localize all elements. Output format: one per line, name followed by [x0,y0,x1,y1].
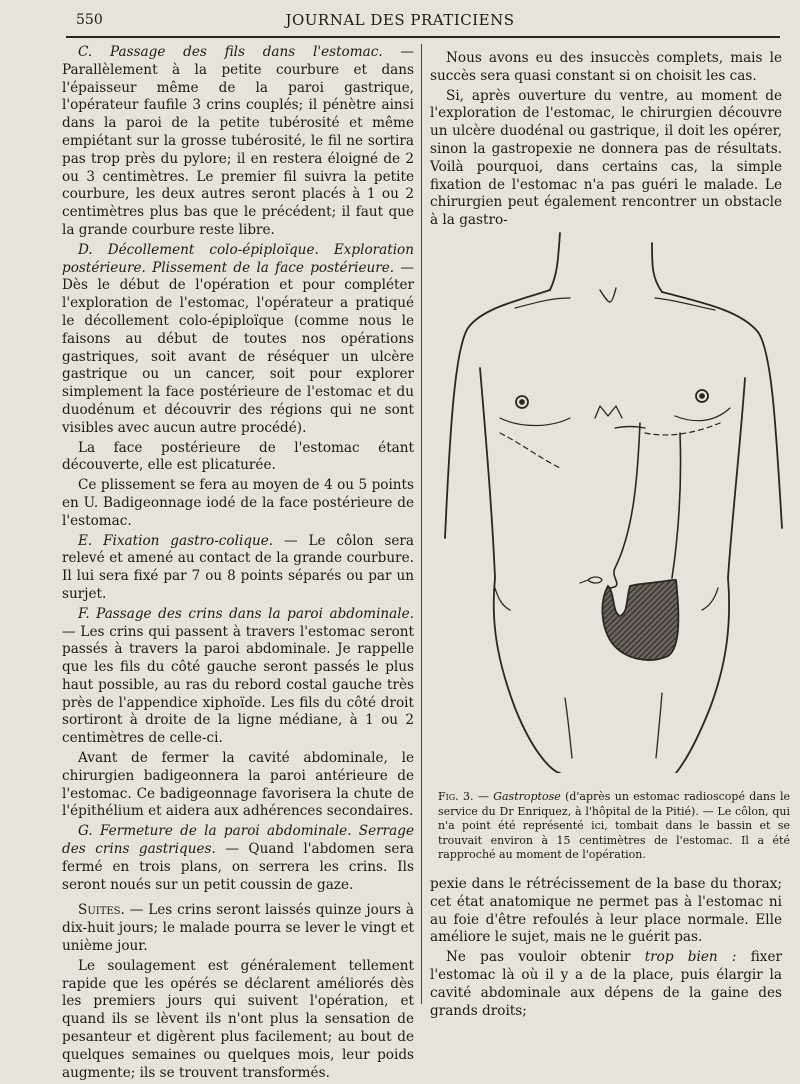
paragraph-e [62,533,414,604]
sternal-notch [600,288,616,302]
right-flank-line [702,588,718,610]
trop-bien-rest: fixer l'estomac là où il y a de la place, puis élargir la cavité abdominale aux dépens de la gaine des grands droits; [430,949,783,1019]
section-body-d: — Dès le début de l'opération et pour compléter l'exploration de l'estomac, l'opérateur a pratiqué le décollement colo-épiploïque (comme nous le faisons au début de toutes nos opérations gastriques, soit avant de réséquer un ulcère gastrique ou un cancer, soit pour explorer simplement la face postérieure de l'estomac et du duodénum et découvrir des régions qui ne sont visibles avec aucun autre procédé). [62,259,414,436]
left-rib-margin [500,433,560,468]
section-heading-f: F. Passage des crins dans la paroi abdominale. [78,605,414,622]
right-pectoral [675,408,730,421]
left-column [62,44,414,1084]
section-heading-c: C. Passage des fils dans l'estomac. [78,44,383,60]
left-groin-line [565,698,572,758]
figure-label: Fig. 3. [438,790,474,803]
neck-left-outline [550,233,560,290]
journal-title: JOURNAL DES PRATICIENS [285,11,515,29]
paragraph-c [62,44,414,240]
paragraph-insucces: Nous avons eu des insuccès complets, mais le succès sera quasi constant si on choisit les cas. [430,50,782,84]
trop-bien-emphasis: trop bien : [644,949,737,966]
left-nipple-center [520,400,524,404]
section-body-e: — Le côlon sera relevé et amené au contact de la grande courbure. Il lui sera fixé par 7 ou 8 points séparés ou par un surjet. [62,532,414,602]
paragraph-trop-bien [430,949,782,1020]
xiphoid-mark [595,406,622,418]
paragraph-pexie: pexie dans le rétrécissement de la base du thorax; cet état anatomique ne permet pas à l'estomac ni au foie d'être refoulés à leur place normale. Elle améliore le sujet, mais ne le guérit pas. [430,876,782,946]
neck-right-outline [652,243,662,292]
left-arm-outline [445,290,550,538]
paragraph-plissement: Ce plissement se fera au moyen de 4 ou 5 points en U. Badigeonnage iodé de la face postérieure de l'estomac. [62,477,414,529]
paragraph-exploration: Si, après ouverture du ventre, au moment de l'exploration de l'estomac, le chirurgien découvre un ulcère duodénal ou gastrique, il doit les opérer, sinon la gastropexie ne donnera pas de résultats. Voilà pourquoi, dans certains cas, la simple fixation de l'estomac n'a pas guéri le malade. Le chirurgien peut également rencontrer un obstacle à la gastro- [430,87,782,229]
figure-caption: Fig. 3. — Gastroptose (d'après un estomac radioscopé dans le service du Dr Enriquez, à l'hôpital de la Pitié). — Le côlon, qui n'a point été représenté ici, tombait dans le bassin et se trouvait environ à 15 centimètres de l'estomac. Il a été rapproché au moment de l'opération. [438,790,790,861]
paragraph-d [62,242,414,438]
right-column-top [430,50,782,232]
column-divider [421,44,422,1004]
gastroptosis-figure [440,228,785,773]
right-hip-outline [676,578,729,773]
section-heading-suites: Suites. [78,902,125,919]
header-rule [66,36,780,38]
left-hip-outline [494,578,560,773]
left-pectoral [500,418,570,426]
paragraph-f [62,606,414,748]
stomach-fundus [615,427,645,429]
trop-bien-lead: Ne pas vouloir obtenir [446,949,645,966]
right-groin-line [656,693,662,758]
section-body-suites: — Les crins seront laissés quinze jours à dix-huit jours; le malade pourra se lever le vingt et unième jour. [62,902,414,955]
section-heading-d: D. Décollement colo-épiploïque. Exploration postérieure. Plissement de la face postérieure. [62,241,414,276]
page-number: 550 [76,12,103,28]
section-heading-e: E. Fixation gastro-colique. [78,532,274,549]
section-heading-g: G. Fermeture de la paroi abdominale. Serrage des crins gastriques. [62,823,414,858]
navel [588,577,602,583]
stomach-greater-curve [672,433,681,578]
navel-mark [580,580,588,583]
figure-caption-text: (d'après un estomac radioscopé dans le service du Dr Enriquez, à l'hôpital de la Pitié). — Le côlon, qui n'a point été représenté ici, tombait dans le bassin et se trouvait environ à 15 centimètres de l'estomac. Il a été rapproché au moment de l'opération. [438,790,790,861]
section-body-f: — Les crins qui passent à travers l'estomac seront passés à travers la paroi abdominale. Je rappelle que les fils du côté gauche seront passés le plus haut possible, au ras du rebord costal gauche très près de l'appendice xiphoïde. Les fils du côté droit sortiront à droite de la ligne médiane, à 1 ou 2 centimètres de celle-ci. [62,623,414,747]
paragraph-badigeonnage: Avant de fermer la cavité abdominale, le chirurgien badigeonnera la paroi antérieure de l'estomac. Ce badigeonnage favorisera la chute de l'épithélium et aidera aux adhérences secondaires. [62,750,414,820]
stomach-ptosis-shaded [602,580,678,660]
right-rib-margin [645,423,720,435]
paragraph-suites [62,902,414,955]
stomach-lesser-curve [610,423,640,588]
left-clavicle [515,298,570,308]
page-header [0,0,800,40]
figure-caption-title: Gastroptose [493,790,561,803]
paragraph-soulagement: Le soulagement est généralement tellement rapide que les opérés se déclarent améliorés dès les premiers jours qui suivent l'opération, et quand ils se lèvent ils n'ont plus la sensation de pesanteur et digèrent plus facilement; au bout de quelques semaines ou quelques mois, leur poids augmente; ils se trouvent transformés. [62,957,414,1081]
paragraph-plicature: La face postérieure de l'estomac étant découverte, elle est plicaturée. [62,439,414,474]
right-nipple-center [700,394,704,398]
left-inner-arm [480,368,495,578]
right-column-bottom [430,876,782,1022]
section-body-c: — Parallèlement à la petite courbure et dans l'épaisseur même de la paroi gastrique, l'opérateur faufile 3 crins couplés; il pénètre ainsi dans la paroi de la petite tubérosité et même empiétant sur la grosse tubérosité, le fil ne sortira pas trop près du pylore; il en restera éloigné de 2 ou 3 centimètres. Le premier fil suivra la petite courbure, les deux autres seront placés à 1 ou 2 centimètres plus bas que le précédent; il faut que la grande courbure reste libre. [62,44,414,238]
section-body-g: — Quand l'abdomen sera fermé en trois plans, on serrera les crins. Ils seront noués sur un petit coussin de gaze. [62,841,414,893]
left-flank-line [495,588,510,610]
paragraph-g [62,823,414,894]
